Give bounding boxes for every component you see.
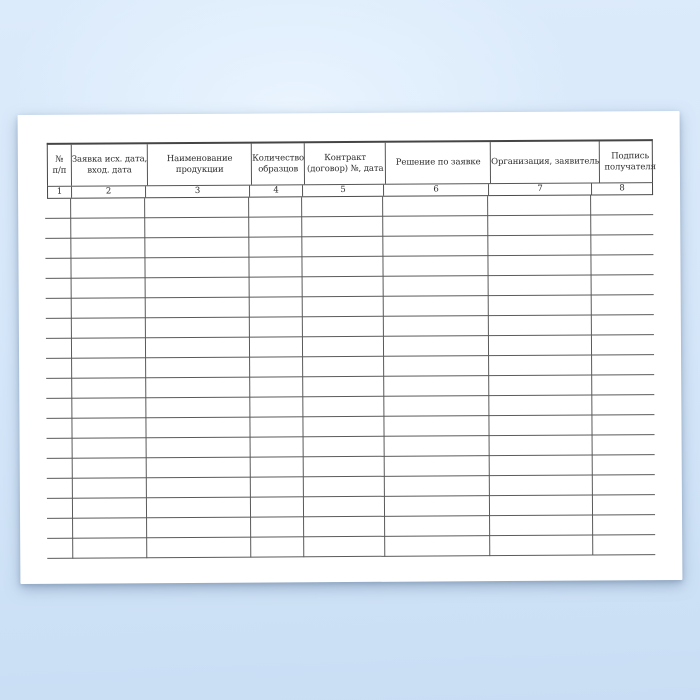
column-header-label: продукции: [175, 164, 224, 175]
column-header-label: получателя: [604, 161, 656, 172]
column-header-7: [491, 141, 600, 183]
column-number-3: 3: [146, 186, 250, 198]
column-header-2: [72, 144, 149, 185]
column-header-label: вход. дата: [87, 164, 132, 176]
column-number-8: 8: [619, 183, 625, 194]
table-row: [47, 535, 655, 559]
column-header-8: [600, 141, 660, 182]
table-header-row: [47, 139, 656, 186]
column-header-label: №: [55, 154, 64, 165]
column-number-1: 1: [48, 187, 72, 198]
column-header-label: образцов: [258, 163, 299, 175]
column-header-5: [305, 143, 386, 184]
column-header-label: Организация, заявитель: [491, 156, 600, 168]
column-header-label: (договор) №, дата: [306, 163, 384, 174]
column-header-3: [148, 144, 252, 186]
column-number-4: 4: [250, 185, 303, 196]
column-header-label: п/п: [52, 165, 67, 176]
column-number-2: 2: [72, 186, 146, 197]
column-header-6: [386, 142, 491, 184]
column-header-label: Наименование: [166, 153, 233, 165]
column-header-label: Количество: [252, 153, 305, 164]
column-header-label: Подпись: [611, 151, 650, 162]
column-number-5: 5: [303, 185, 384, 196]
column-header-label: Контракт: [324, 152, 367, 164]
column-header-label: Решение по заявке: [395, 157, 481, 168]
column-header-4: [252, 143, 305, 184]
register-table: [47, 139, 654, 559]
column-header-label: Заявка исх. дата,: [71, 154, 148, 165]
column-number-7: 7: [489, 184, 592, 196]
column-header-1: [48, 145, 72, 186]
journal-sheet: [18, 111, 683, 584]
table-body: [47, 195, 653, 559]
column-number-6: 6: [384, 184, 489, 196]
